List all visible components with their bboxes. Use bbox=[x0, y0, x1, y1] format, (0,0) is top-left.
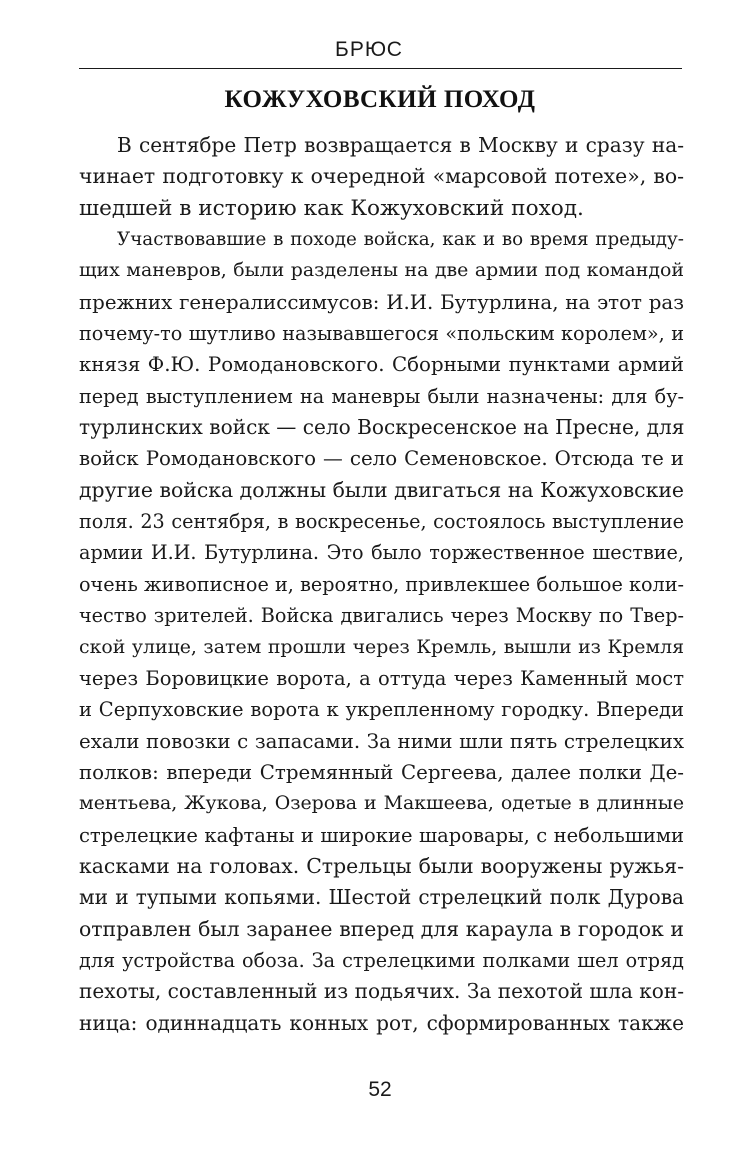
paragraph bbox=[79, 224, 684, 1039]
text-line: ми и тупыми копьями. Шестой стрелецкий полк Дурова bbox=[79, 885, 684, 910]
text-line: полков: впереди Стремянный Сергеева, далее полки Де- bbox=[79, 760, 684, 784]
text-line: пехоты, составленный из подьячих. За пехотой шла кон- bbox=[79, 979, 685, 1004]
page-number: 52 bbox=[368, 1078, 392, 1101]
text-line: ница: одиннадцать конных рот, сформированных также bbox=[79, 1010, 684, 1035]
text-line: щих маневров, были разделены на две армии под командой bbox=[79, 259, 684, 282]
text-line: шедшей в историю как Кожуховский поход. bbox=[79, 195, 584, 221]
text-line: и Серпуховские ворота к укрепленному городку. Впереди bbox=[79, 698, 684, 722]
text-line: князя Ф.Ю. Ромодановского. Сборными пунктами армий bbox=[79, 353, 684, 377]
text-line: стрелецкие кафтаны и широкие шаровары, с небольшими bbox=[79, 823, 684, 847]
paragraph bbox=[79, 130, 684, 224]
text-line: турлинских войск — село Воскресенское на Пресне, для bbox=[79, 415, 685, 440]
text-line: ментьева, Жукова, Озерова и Макшеева, одетые в длинные bbox=[79, 792, 684, 815]
text-line: другие войска должны были двигаться на Кожуховские bbox=[79, 477, 684, 502]
text-line: армии И.И. Бутурлина. Это было торжественное шествие, bbox=[79, 541, 684, 565]
text-line: чество зрителей. Войска двигались через Москву по Твер- bbox=[79, 604, 684, 628]
text-line: В сентябре Петр возвращается в Москву и сразу на- bbox=[117, 133, 684, 157]
text-line: почему-то шутливо называвшегося «польским королем», и bbox=[79, 322, 684, 346]
text-line: ехали повозки с запасами. За ними шли пять стрелецких bbox=[79, 729, 684, 753]
running-head: БРЮС bbox=[335, 38, 403, 61]
text-line: Участвовавшие в походе войска, как и во время предыду- bbox=[117, 229, 684, 251]
text-line: отправлен был заранее вперед для караула в городок и bbox=[79, 916, 684, 941]
body-text bbox=[79, 130, 684, 1039]
text-line: для устройства обоза. За стрелецкими полками шел отряд bbox=[79, 948, 684, 972]
text-line: перед выступлением на маневры были назначены: для бу- bbox=[79, 384, 684, 408]
text-line: прежних генералиссимусов: И.И. Бутурлина, на этот раз bbox=[79, 290, 684, 314]
text-line: поля. 23 сентября, в воскресенье, состоялось выступление bbox=[79, 510, 684, 534]
chapter-title: КОЖУХОВСКИЙ ПОХОД bbox=[224, 86, 536, 113]
text-line: касками на головах. Стрельцы были вооружены ружья- bbox=[79, 853, 684, 878]
text-line: через Боровицкие ворота, а оттуда через Каменный мост bbox=[79, 666, 684, 690]
header-divider bbox=[79, 68, 682, 69]
text-line: очень живописное и, вероятно, привлекшее большое коли- bbox=[79, 572, 684, 596]
text-line: чинает подготовку к очередной «марсовой потехе», во- bbox=[79, 164, 684, 189]
text-line: войск Ромодановского — село Семеновское. Отсюда те и bbox=[79, 447, 684, 471]
text-line: ской улице, затем прошли через Кремль, вышли из Кремля bbox=[79, 635, 684, 658]
